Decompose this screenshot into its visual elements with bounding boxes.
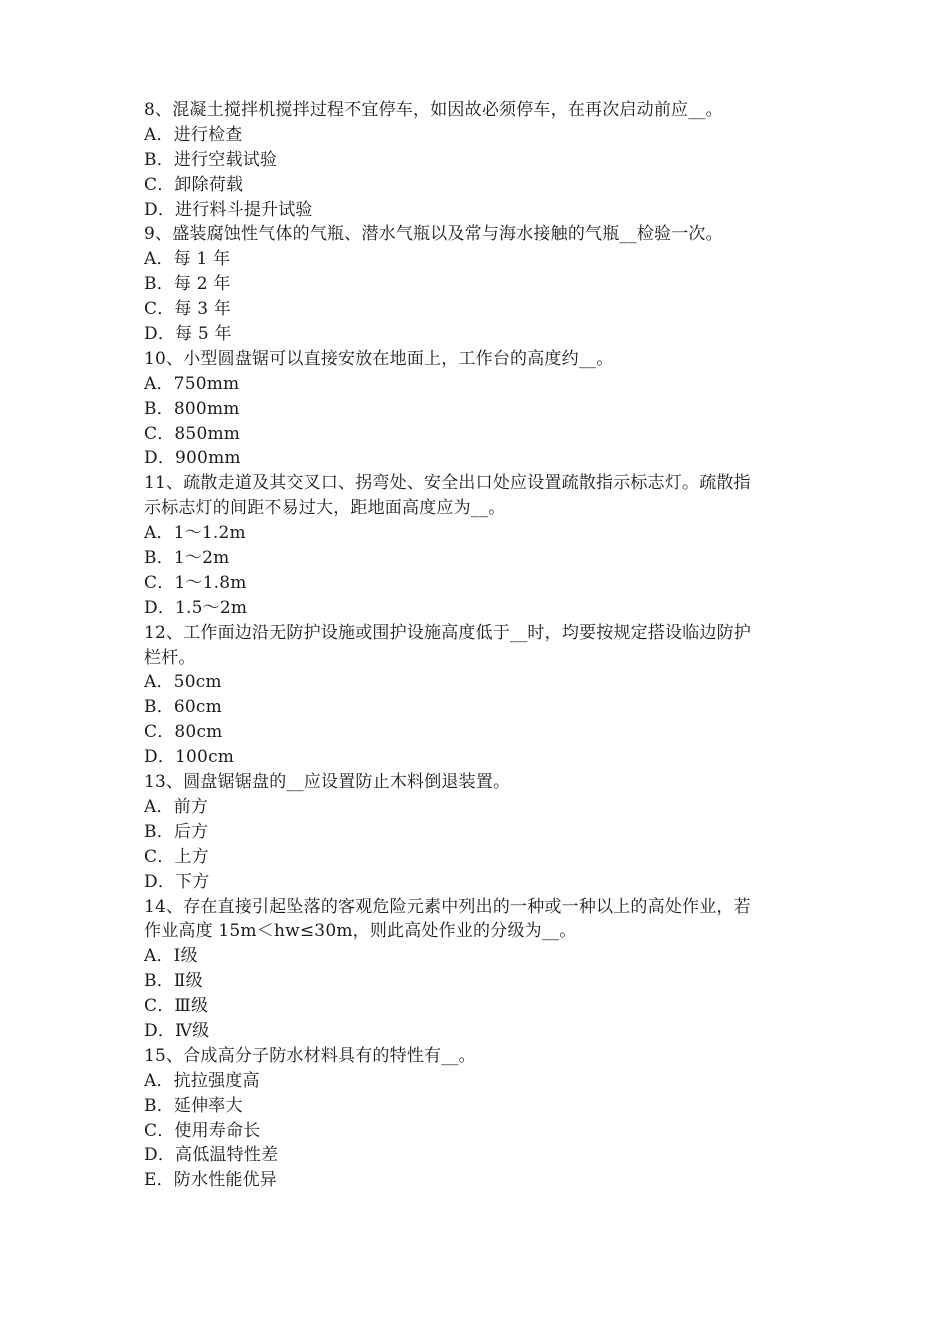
question-9-stem-line-1: 9、盛装腐蚀性气体的气瓶、潜水气瓶以及常与海水接触的气瓶__检验一次。 [144,224,723,245]
question-15-option-b: B．延伸率大 [144,1095,243,1116]
question-14-option-c: C．Ⅲ级 [144,996,209,1017]
question-10-option-d: D．900mm [144,448,241,469]
question-15-option-c: C．使用寿命长 [144,1120,261,1141]
question-14-option-a: A．Ⅰ级 [144,946,198,967]
question-15-stem-line-1: 15、合成高分子防水材料具有的特性有__。 [144,1045,476,1066]
question-15-option-a: A．抗拉强度高 [144,1070,260,1091]
question-14-option-d: D．Ⅳ级 [144,1020,210,1041]
question-10-stem-line-1: 10、小型圆盘锯可以直接安放在地面上，工作台的高度约__。 [144,348,614,369]
question-13-stem-line-1: 13、圆盘锯锯盘的__应设置防止木料倒退装置。 [144,772,511,793]
question-9-option-b: B．每 2 年 [144,274,231,295]
question-8-option-b: B．进行空载试验 [144,149,278,170]
question-13-option-a: A．前方 [144,796,209,817]
question-8 [144,98,820,222]
question-11-stem-line-1: 11、疏散走道及其交叉口、拐弯处、安全出口处应设置疏散指示标志灯。疏散指 [144,473,751,494]
question-14-option-b: B．Ⅱ级 [144,971,203,992]
question-14 [144,895,820,1044]
question-11-stem-line-2: 示标志灯的间距不易过大，距地面高度应为__。 [144,498,506,519]
question-8-option-a: A．进行检查 [144,124,243,145]
question-11-option-a: A．1～1.2m [144,523,246,544]
question-12-option-a: A．50cm [144,672,222,693]
question-15-option-d: D．高低温特性差 [144,1145,279,1166]
question-13-option-b: B．后方 [144,821,209,842]
question-12-option-b: B．60cm [144,697,222,718]
question-14-stem-line-2: 作业高度 15m＜hw≤30m，则此高处作业的分级为__。 [144,921,577,942]
question-14-stem-line-1: 14、存在直接引起坠落的客观危险元素中列出的一种或一种以上的高处作业，若 [144,896,751,917]
question-10-option-c: C．850mm [144,423,241,444]
question-13-option-c: C．上方 [144,846,209,867]
question-12-option-d: D．100cm [144,747,235,768]
question-11 [144,471,820,620]
question-15 [144,1044,820,1193]
question-10 [144,347,820,471]
question-15-option-e: E．防水性能优异 [144,1170,278,1191]
question-13 [144,770,820,894]
question-8-stem-line-1: 8、混凝土搅拌机搅拌过程不宜停车，如因故必须停车，在再次启动前应__。 [144,100,723,120]
question-11-option-d: D．1.5～2m [144,597,248,618]
question-9 [144,222,820,346]
question-10-option-a: A．750mm [144,373,240,394]
question-8-option-d: D．进行料斗提升试验 [144,199,313,220]
question-13-option-d: D．下方 [144,871,210,892]
question-11-option-b: B．1～2m [144,548,230,569]
question-12 [144,621,820,770]
question-9-option-a: A．每 1 年 [144,249,231,270]
question-9-option-d: D．每 5 年 [144,324,232,345]
document-page [144,98,820,1193]
question-12-stem-line-2: 栏杆。 [144,647,196,668]
question-12-stem-line-1: 12、工作面边沿无防护设施或围护设施高度低于__时，均要按规定搭设临边防护 [144,622,752,643]
question-11-option-c: C．1～1.8m [144,572,247,593]
question-12-option-c: C．80cm [144,722,223,743]
question-9-option-c: C．每 3 年 [144,299,232,320]
question-10-option-b: B．800mm [144,398,240,419]
question-8-option-c: C．卸除荷载 [144,174,244,195]
